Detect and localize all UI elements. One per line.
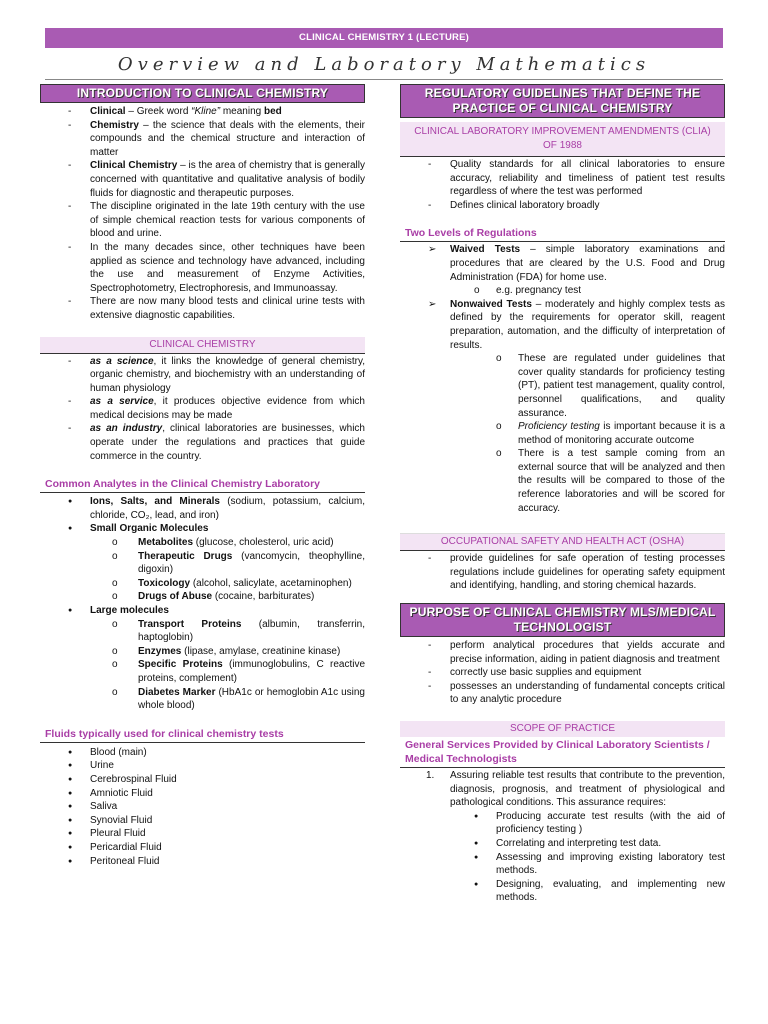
list-item: ● Peritoneal Fluid <box>40 855 365 869</box>
list-item: - as an industry, clinical laboratories are businesses, which operate under the regulations and practices that guide commerce in the country. <box>40 422 365 463</box>
services-title: General Services Provided by Clinical Laboratory Scientists / Medical Technologists <box>400 738 725 768</box>
list-item: ● Saliva <box>40 800 365 814</box>
list-item: ● Pleural Fluid <box>40 827 365 841</box>
analytes-title: Common Analytes in the Clinical Chemistry Laboratory <box>40 477 365 493</box>
list-item: ● Synovial Fluid <box>40 814 365 828</box>
page-title: Overview and Laboratory Mathematics <box>45 50 723 80</box>
intro-header: INTRODUCTION TO CLINICAL CHEMISTRY <box>40 84 365 103</box>
list-item: o These are regulated under guidelines that cover quality standards for proficiency testing (PT), patient test management, quality control, personnel qualifications, and quality assurance. <box>472 352 725 420</box>
list-item: - provide guidelines for safe operation of testing processes regulations include guidelines for operating safety equipment and identifying, handling, and storing chemical hazards. <box>400 552 725 593</box>
list-item: - Chemistry – the science that deals with the elements, their compounds and the chemical structure and interaction of matter <box>40 119 365 160</box>
list-item: ● Cerebrospinal Fluid <box>40 773 365 787</box>
list-item: - as a science, it links the knowledge of general chemistry, organic chemistry, and biochemistry with an understanding of human physiology <box>40 355 365 396</box>
nonwaived-sublist <box>472 352 725 515</box>
list-item: ● Designing, evaluating, and implementing new methods. <box>450 878 725 905</box>
clinical-chemistry-list <box>40 355 365 464</box>
course-banner: CLINICAL CHEMISTRY 1 (LECTURE) <box>45 28 723 48</box>
list-item: ➢ Waived Tests – simple laboratory examinations and procedures that are cleared by the U.S. Food and Drug Administration (FDA) for home use. o e.g. pregnancy test <box>400 243 725 297</box>
list-item: - correctly use basic supplies and equipment <box>400 666 725 680</box>
regulatory-header: REGULATORY GUIDELINES THAT DEFINE THE PRACTICE OF CLINICAL CHEMISTRY <box>400 84 725 118</box>
list-item: - Clinical – Greek word “Kline” meaning bed <box>40 105 365 119</box>
clia-header: CLINICAL LABORATORY IMPROVEMENT AMENDMENTS (CLIA) OF 1988 <box>400 122 725 157</box>
fluids-list <box>40 746 365 868</box>
osha-list <box>400 552 725 593</box>
purpose-header: PURPOSE OF CLINICAL CHEMISTRY MLS/MEDICAL TECHNOLOGIST <box>400 603 725 637</box>
intro-list <box>40 105 365 323</box>
left-column <box>40 84 365 868</box>
list-item: - Defines clinical laboratory broadly <box>400 199 725 213</box>
clia-list <box>400 158 725 212</box>
list-item: o Drugs of Abuse (cocaine, barbiturates) <box>90 590 365 604</box>
list-item: o Specific Proteins (immunoglobulins, C reactive proteins, complement) <box>90 658 365 685</box>
list-item: ● Urine <box>40 759 365 773</box>
list-item: ● Amniotic Fluid <box>40 787 365 801</box>
list-item: - Clinical Chemistry – is the area of chemistry that is generally concerned with quantitative and qualitative analysis of bodily fluids for diagnostic and therapeutic purposes. <box>40 159 365 200</box>
waived-sublist <box>450 284 725 298</box>
list-item: - The discipline originated in the late 19th century with the use of simple chemical reaction tests for various components of blood and urine. <box>40 200 365 241</box>
purpose-list <box>400 639 725 707</box>
list-item: ● Blood (main) <box>40 746 365 760</box>
services-sublist <box>450 810 725 905</box>
list-item: o Proficiency testing is important because it is a method of monitoring accurate outcome <box>472 420 725 447</box>
scope-header: SCOPE OF PRACTICE <box>400 721 725 737</box>
list-item: o Toxicology (alcohol, salicylate, acetaminophen) <box>90 577 365 591</box>
list-item: ● Correlating and interpreting test data. <box>450 837 725 851</box>
list-item: o Metabolites (glucose, cholesterol, uric acid) <box>90 536 365 550</box>
list-item: - In the many decades since, other techniques have been applied as science and technology have advanced, including the use and measurement of Enzyme Activities, Spectrophotometry, Electrophoresis, and Immunoassay. <box>40 241 365 295</box>
list-item: o Therapeutic Drugs (vancomycin, theophylline, digoxin) <box>90 550 365 577</box>
list-item: - possesses an understanding of fundamental concepts critical to any analytic procedure <box>400 680 725 707</box>
list-item: ● Producing accurate test results (with the aid of proficiency testing ) <box>450 810 725 837</box>
analytes-list <box>40 495 365 713</box>
list-item: ● Small Organic Molecules o Metabolites (glucose, cholesterol, uric acid) o Therapeutic Drugs (vancomycin, theophylline, digoxin) o Toxicology (alcohol, salicylate, acetaminophen) o Drugs of Abuse (cocaine, barbiturates) <box>40 522 365 604</box>
list-item: o Transport Proteins (albumin, transferrin, haptoglobin) <box>90 618 365 645</box>
large-molecules-list <box>90 618 365 713</box>
list-item: - perform analytical procedures that yields accurate and precise information, aiding in patient diagnosis and treatment <box>400 639 725 666</box>
list-item: ● Large molecules o Transport Proteins (albumin, transferrin, haptoglobin) o Enzymes (lipase, amylase, creatinine kinase) o Specific Proteins (immunoglobulins, C reactive proteins, complement) o Diabetes Marker (HbA1c or hemoglobin A1c using whole blood) <box>40 604 365 713</box>
list-item: ● Assessing and improving existing laboratory test methods. <box>450 851 725 878</box>
levels-list <box>400 243 725 515</box>
fluids-title: Fluids typically used for clinical chemistry tests <box>40 727 365 743</box>
list-item: ● Pericardial Fluid <box>40 841 365 855</box>
levels-title: Two Levels of Regulations <box>400 226 725 242</box>
list-item: 1. Assuring reliable test results that contribute to the prevention, diagnosis, prognosis, and treatment of physiological and pathological conditions. This assurance requires: ● Producing accurate test results (with the aid of proficiency testing ) ● Correlating and interpreting test data. ● Assessing and improving existing laboratory test methods. ● Designing, evaluating, and implementing new methods. <box>400 769 725 905</box>
list-item: o There is a test sample coming from an external source that will be analyzed and then the results will be compared to those of the reference laboratories and will be scored for accuracy. <box>472 447 725 515</box>
small-molecules-list <box>90 536 365 604</box>
clinical-chemistry-header: CLINICAL CHEMISTRY <box>40 337 365 354</box>
right-column <box>400 84 725 905</box>
list-item: o e.g. pregnancy test <box>450 284 725 298</box>
list-item: ● Ions, Salts, and Minerals (sodium, potassium, calcium, chloride, CO₂, lead, and iron) <box>40 495 365 522</box>
list-item: - as a service, it produces objective evidence from which medical decisions may be made <box>40 395 365 422</box>
list-item: ➢ Nonwaived Tests – moderately and highly complex tests as defined by the requirements for operator skill, reagent preparation, automation, and the difficulty of interpretation of results. o These are regulated under guidelines that cover quality standards for proficiency testing (PT), patient test management, quality control, personnel qualifications, and quality assurance. o Proficiency testing is important because it is a method of monitoring accurate outcome o There is a test sample coming from an external source that will be analyzed and then the results will be compared to those of the reference laboratories and will be scored for accuracy. <box>400 298 725 516</box>
list-item: o Diabetes Marker (HbA1c or hemoglobin A1c using whole blood) <box>90 686 365 713</box>
list-item: o Enzymes (lipase, amylase, creatinine kinase) <box>90 645 365 659</box>
osha-header: OCCUPATIONAL SAFETY AND HEALTH ACT (OSHA) <box>400 533 725 551</box>
list-item: - There are now many blood tests and clinical urine tests with extensive diagnostic capabilities. <box>40 295 365 322</box>
list-item: - Quality standards for all clinical laboratories to ensure accuracy, reliability and timeliness of patient test results regardless of where the test was performed <box>400 158 725 199</box>
services-list <box>400 769 725 905</box>
